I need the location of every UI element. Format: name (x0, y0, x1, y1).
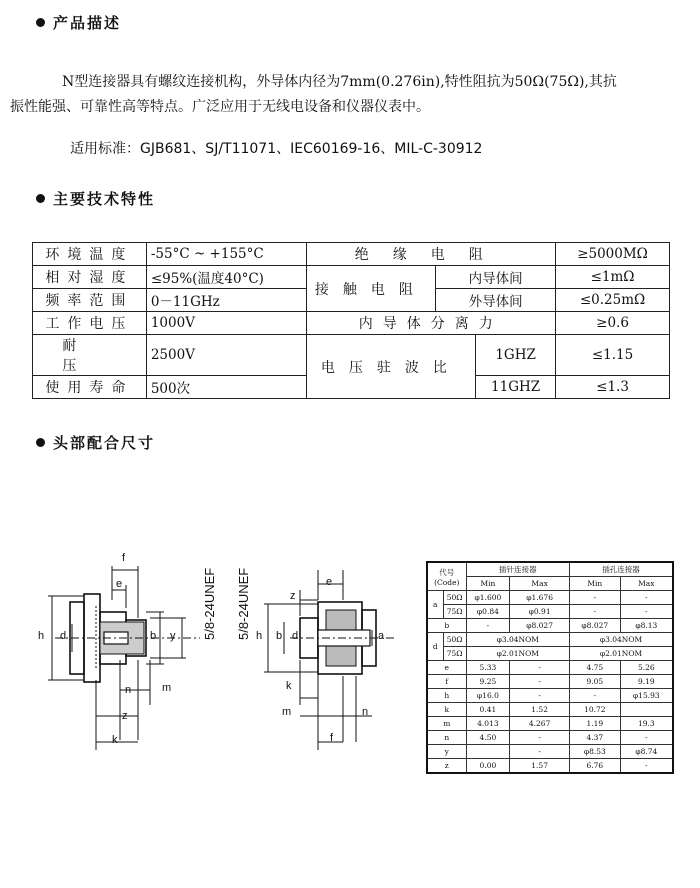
header-code: 代号 (Code) (427, 562, 466, 591)
table-row (427, 562, 673, 577)
spec-label: 工作电压 (33, 312, 147, 335)
dim-label-z: z (290, 590, 296, 602)
pin-connector-drawing (48, 566, 200, 750)
dim-label-b: b (276, 630, 283, 642)
dim-label-k: k (112, 734, 118, 746)
table-row (427, 619, 673, 633)
value-cell: φ0.84 (466, 605, 510, 619)
code-cell: h (427, 689, 466, 703)
spec-frequency: 11GHZ (476, 376, 556, 399)
value-cell: 9.25 (466, 675, 510, 689)
code-cell: m (427, 717, 466, 731)
value-cell: - (620, 605, 673, 619)
value-cell: - (510, 661, 570, 675)
spec-value: ≤1mΩ (556, 266, 670, 289)
dim-label-d: d (60, 630, 67, 642)
value-cell: - (510, 689, 570, 703)
value-cell: - (570, 689, 621, 703)
value-cell: - (620, 591, 673, 605)
value-cell: - (620, 731, 673, 745)
value-cell: - (620, 759, 673, 774)
code-cell: f (427, 675, 466, 689)
sub-cell: 50Ω (443, 633, 466, 647)
value-cell: - (466, 619, 510, 633)
value-cell: φ1.600 (466, 591, 510, 605)
value-cell: φ8.027 (570, 619, 621, 633)
code-cell: b (427, 619, 466, 633)
spec-frequency: 1GHZ (476, 335, 556, 376)
spec-value: ≤1.3 (556, 376, 670, 399)
header-min: Min (570, 577, 621, 591)
code-cell: k (427, 703, 466, 717)
spec-label: 相对湿度 (33, 266, 147, 289)
value-cell: φ1.676 (510, 591, 570, 605)
table-row (427, 661, 673, 675)
value-cell: 19.3 (620, 717, 673, 731)
spec-value: ≥5000MΩ (556, 243, 670, 266)
dimension-table (426, 561, 674, 774)
value-cell: 10.72 (570, 703, 621, 717)
code-cell: n (427, 731, 466, 745)
dim-label-e: e (116, 578, 123, 590)
table-row (427, 745, 673, 759)
spec-label: 绝缘电阻 (306, 243, 556, 266)
spec-label: 电压驻波比 (306, 335, 476, 399)
table-row (427, 759, 673, 774)
dim-label-n: n (362, 706, 369, 718)
spec-value: -55°C ~ +155°C (146, 243, 306, 266)
sub-cell: 50Ω (443, 591, 466, 605)
value-cell: 5.26 (620, 661, 673, 675)
value-cell: φ8.027 (510, 619, 570, 633)
table-row (427, 689, 673, 703)
section-title: 头部配合尺寸 (53, 434, 156, 452)
spec-sublabel: 内导体间 (436, 266, 556, 289)
dim-label-k: k (286, 680, 292, 692)
value-cell: 1.57 (510, 759, 570, 774)
dim-label-h: h (38, 630, 45, 642)
dim-label-m: m (282, 706, 292, 718)
value-cell: - (570, 605, 621, 619)
spec-value: ≤95%(温度40°C) (146, 266, 306, 289)
value-cell: 6.76 (570, 759, 621, 774)
spec-value: 500次 (146, 376, 306, 399)
spec-sublabel: 外导体间 (436, 289, 556, 312)
value-cell: φ16.0 (466, 689, 510, 703)
header-min: Min (466, 577, 510, 591)
spec-value: 1000V (146, 312, 306, 335)
header-pin: 插针连接器 (466, 562, 569, 577)
value-cell: 5.33 (466, 661, 510, 675)
value-cell: 4.75 (570, 661, 621, 675)
header-socket: 插孔连接器 (570, 562, 674, 577)
section-title: 主要技术特性 (53, 190, 156, 208)
spec-label: 环境温度 (33, 243, 147, 266)
dim-label-f: f (330, 732, 334, 744)
dim-label-d: d (292, 630, 299, 642)
description-line-1: N型连接器具有螺纹连接机构，外导体内径为7mm(0.276in),特性阻抗为50Ω(75Ω),其抗 (62, 74, 617, 90)
dim-label-b: b (150, 630, 157, 642)
spec-value: ≤1.15 (556, 335, 670, 376)
spec-value: ≤0.25mΩ (556, 289, 670, 312)
table-row (427, 703, 673, 717)
value-cell: φ2.01NOM (466, 647, 569, 661)
table-row (427, 605, 673, 619)
spec-label: 接触电阻 (306, 266, 436, 312)
value-cell: 4.267 (510, 717, 570, 731)
value-cell: φ8.74 (620, 745, 673, 759)
table-row (427, 717, 673, 731)
spec-value: ≥0.6 (556, 312, 670, 335)
thread-label: 5/8-24UNEF (236, 567, 251, 640)
value-cell: φ8.13 (620, 619, 673, 633)
table-row (427, 675, 673, 689)
value-cell: φ8.53 (570, 745, 621, 759)
value-cell: 9.19 (620, 675, 673, 689)
value-cell: 9.05 (570, 675, 621, 689)
value-cell: φ0.91 (510, 605, 570, 619)
description-line-2: 振性能强、可靠性高等特点。广泛应用于无线电设备和仪器仪表中。 (10, 99, 430, 115)
table-row (427, 633, 673, 647)
code-cell: z (427, 759, 466, 774)
value-cell (620, 703, 673, 717)
table-row (427, 591, 673, 605)
dim-label-m: m (162, 682, 172, 694)
spec-value: 2500V (146, 335, 306, 376)
value-cell: - (570, 591, 621, 605)
value-cell: 4.013 (466, 717, 510, 731)
value-cell: - (510, 675, 570, 689)
value-cell (466, 745, 510, 759)
sub-cell: 75Ω (443, 605, 466, 619)
sub-cell: 75Ω (443, 647, 466, 661)
value-cell: 0.00 (466, 759, 510, 774)
value-cell: 1.52 (510, 703, 570, 717)
spec-label: 频率范围 (33, 289, 147, 312)
code-cell: y (427, 745, 466, 759)
value-cell: φ3.04NOM (466, 633, 569, 647)
code-cell: a (427, 591, 443, 619)
dim-label-a: a (378, 630, 385, 642)
spec-value: 0－11GHz (146, 289, 306, 312)
header-max: Max (510, 577, 570, 591)
dim-label-f: f (122, 552, 126, 564)
header-max: Max (620, 577, 673, 591)
dim-label-z: z (122, 710, 128, 722)
code-cell: d (427, 633, 443, 661)
spec-label: 使用寿命 (33, 376, 147, 399)
value-cell: 4.50 (466, 731, 510, 745)
value-cell: 0.41 (466, 703, 510, 717)
value-cell: φ3.04NOM (570, 633, 674, 647)
value-cell: - (510, 731, 570, 745)
value-cell: 4.37 (570, 731, 621, 745)
value-cell: φ2.01NOM (570, 647, 674, 661)
value-cell: - (510, 745, 570, 759)
dim-label-h: h (256, 630, 263, 642)
dim-label-e: e (326, 576, 333, 588)
code-cell: e (427, 661, 466, 675)
spec-label: 内导体分离力 (306, 312, 556, 335)
value-cell: φ15.93 (620, 689, 673, 703)
socket-connector-drawing (264, 570, 395, 750)
applicable-standards: 适用标准：GJB681、SJ/T11071、IEC60169-16、MIL-C-30912 (70, 141, 483, 157)
value-cell: 1.19 (570, 717, 621, 731)
dim-label-y: y (170, 630, 176, 642)
thread-label: 5/8-24UNEF (202, 567, 217, 640)
dim-label-n: n (125, 684, 132, 696)
table-row (427, 731, 673, 745)
spec-label: 耐 压 (33, 335, 147, 376)
section-title: 产品描述 (53, 14, 122, 32)
table-row (427, 647, 673, 661)
